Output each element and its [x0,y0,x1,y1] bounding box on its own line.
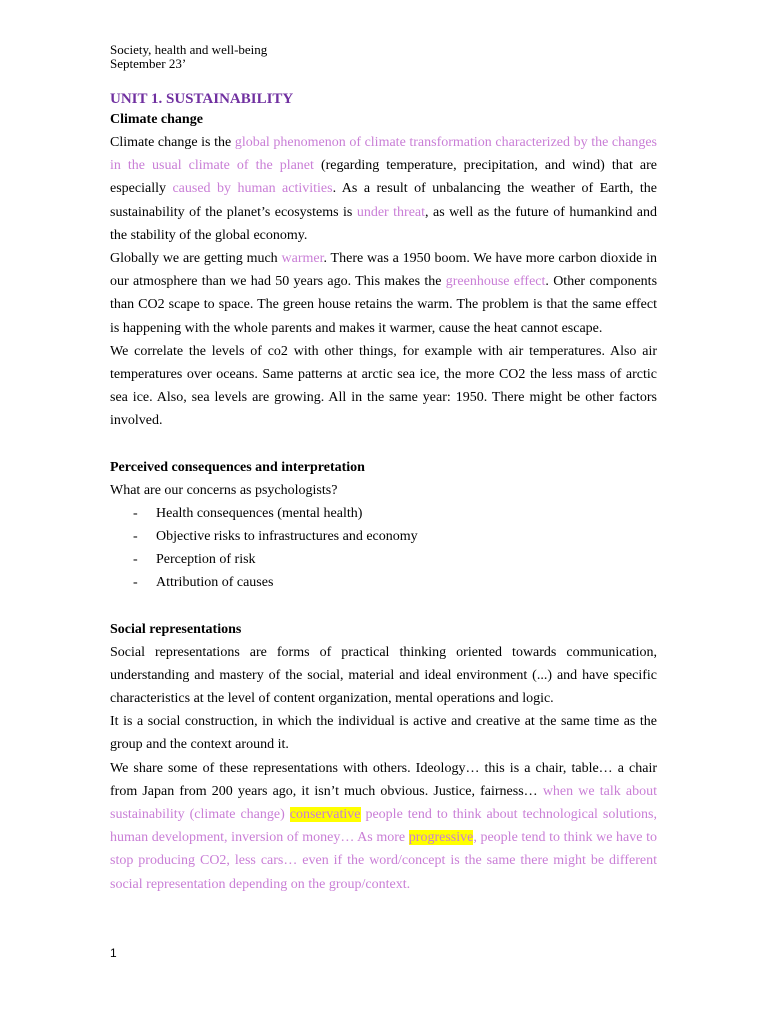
social-paragraph-1: Social representations are forms of practical thinking oriented towards communication, understanding and mastery of the social, material and ideal environment (...) and have specific characteristics at the level of content organization, mental operations and logic. [110,644,657,707]
text-run: (regarding temperature, precipitation, and wind) that are especially [110,158,657,197]
yellow-highlight-conservative: conservative [289,807,361,823]
climate-paragraph-1 [110,131,657,247]
blank-line [110,433,657,456]
unit-title: UNIT 1. SUSTAINABILITY [110,91,294,107]
concerns-list [110,502,657,595]
highlighted-text: , people tend to think we have to stop producing CO2, less cars… even if the word/concept is the same there might be different social representation depending on the group/context. [110,830,657,892]
dash-bullet: - [133,505,138,521]
highlighted-text: global phenomenon of climate transformation characterized by the changes in the usual climate of the planet [110,135,657,174]
climate-paragraph-2 [110,247,657,340]
section-heading-consequences: Perceived consequences and interpretation [110,459,365,475]
social-paragraph-2: It is a social construction, in which the individual is active and creative at the same time as the group and the context around it. [110,714,657,753]
section-heading-climate-change: Climate change [110,112,203,127]
highlighted-text: under threat [356,204,426,220]
social-paragraph-3 [110,757,657,896]
blank-line [110,595,657,618]
highlighted-text: when we talk about sustainability (climate change) [110,783,657,823]
list-item-text: Health consequences (mental health) [156,505,363,521]
dash-bullet: - [133,575,138,591]
highlighted-text: people tend to think about technological solutions, human development, inversion of money… As more [110,807,657,846]
list-item [110,525,657,548]
text-run: Climate change is the [110,135,235,150]
list-item-text: Attribution of causes [156,575,274,591]
course-name: Society, health and well-being [110,42,268,57]
consequences-question: What are our concerns as psychologists? [110,482,338,498]
dash-bullet: - [133,529,138,545]
highlighted-text: warmer [281,251,324,267]
list-item [110,502,657,525]
text-run: We share some of these representations with others. Ideology… this is a chair, table… a chair from Japan from 200 years ago, it isn’t much obvious. Justice, fairness… [110,760,657,799]
section-heading-social-representations: Social representations [110,621,242,637]
list-item-text: Objective risks to infrastructures and economy [156,529,418,545]
highlighted-text: caused by human activities [172,181,333,197]
climate-paragraph-3: We correlate the levels of co2 with other things, for example with air temperatures. Also air temperatures over oceans. Same patterns at arctic sea ice, the more CO2 the less mass of arctic sea ice. Also, sea levels are growing. All in the same year: 1950. There might be other factors involved. [110,343,657,429]
dash-bullet: - [133,552,138,568]
text-run: , as well as the future of humankind and the stability of the global economy. [110,204,658,243]
list-item [110,571,657,594]
document-date: September 23’ [110,56,187,71]
document-page [110,43,657,896]
yellow-highlight-progressive: progressive [408,830,474,846]
text-run: Globally we are getting much [110,251,282,267]
list-item-text: Perception of risk [156,552,256,568]
page-number: 1 [110,946,117,960]
list-item [110,548,657,571]
text-run: . As a result of unbalancing the weather of Earth, the sustainability of the planet’s ecosystems is [110,181,657,220]
text-run: . Other components than CO2 scape to space. The green house retains the warm. The problem is that the same effect is happening with the whole parents and makes it warmer, cause the heat cannot escape. [110,274,658,336]
text-run: . There was a 1950 boom. We have more carbon dioxide in our atmosphere than we had 50 years ago. This makes the [110,251,657,290]
highlighted-text: greenhouse effect [445,274,546,290]
